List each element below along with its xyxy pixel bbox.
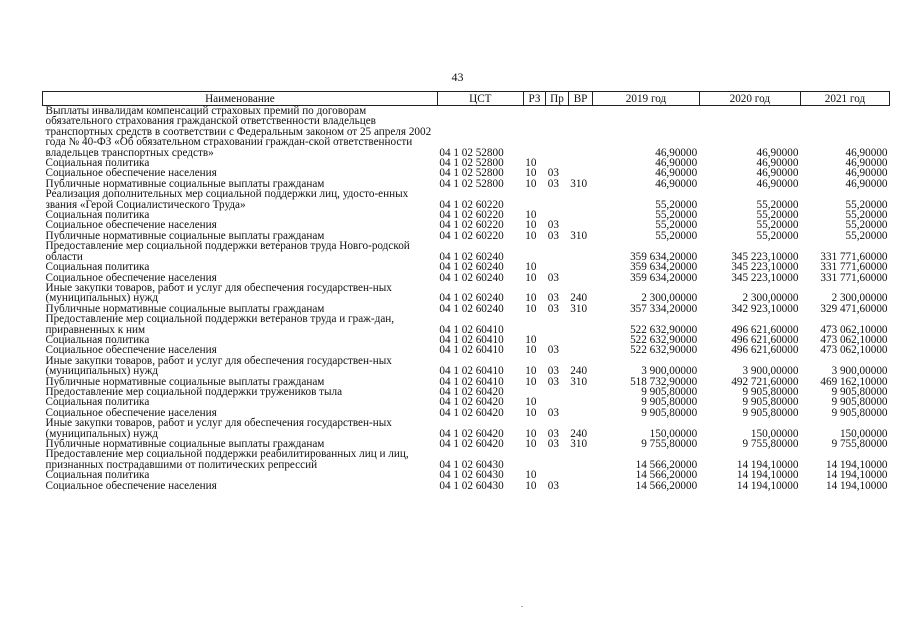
row-2021-cell: 331 771,60000 [820,261,888,274]
row-2020-cell: 55,20000 [756,219,799,232]
row-cst-cell: 04 1 02 60220 [439,229,504,242]
row-2020-cell: 46,90000 [756,167,799,180]
row-2021-cell: 46,90000 [845,177,888,190]
row-vr-cell [568,262,593,272]
row-rz-cell: 10 [525,177,537,190]
row-2020-cell: 46,90000 [756,146,799,159]
row-rz-cell: 10 [525,229,537,242]
row-cst-cell: 04 1 02 60420 [439,385,504,398]
row-2020-cell: 496 621,60000 [731,333,799,346]
row-vr-cell [568,189,593,210]
row-2020-cell: 55,20000 [756,198,799,211]
scan-speck [521,606,523,607]
row-vr-cell [568,397,593,407]
row-2021-cell: 14 194,10000 [825,469,888,482]
row-vr-cell: 310 [570,229,588,242]
row-2020-cell: 46,90000 [756,157,799,170]
row-2020-cell: 345 223,10000 [731,250,799,263]
row-pr-cell [546,387,569,397]
row-name-cell: Социальная политика [45,469,150,482]
table-row [43,283,890,304]
row-rz-cell: 10 [525,219,537,232]
row-vr-cell [568,158,593,168]
row-2019-cell: 518 732,90000 [630,375,698,388]
row-name-cell: Публичные нормативные социальные выплаты гражданам [45,177,325,190]
row-rz-cell [523,189,546,210]
row-vr-cell [568,241,593,262]
row-2021-cell: 55,20000 [845,219,888,232]
row-2020-cell: 14 194,10000 [736,469,799,482]
row-2020-cell: 2 300,00000 [742,292,799,305]
row-2021-cell: 329 471,60000 [820,302,888,315]
row-name-cell: Выплаты инвалидам компенсаций страховых премий по договорам обязательного страхования гражданской ответственности владельцев транспортных средств в соответствии с Федеральным законом от 25 апреля 2002 года № 40-ФЗ «Об обязательном страховании граждан-ской ответственности владельцев транспортных средств» [45,105,432,159]
row-rz-cell: 10 [525,438,537,450]
page-number: 43 [451,70,464,84]
row-cst-cell: 04 1 02 60240 [439,292,504,305]
row-2019-cell: 9 905,80000 [641,406,698,419]
row-pr-cell [546,262,569,272]
row-cst-cell: 04 1 02 52800 [439,157,504,170]
row-cst-cell: 04 1 02 52800 [439,146,504,159]
header-row [43,92,890,106]
row-cst-cell: 04 1 02 60420 [439,427,504,440]
row-cst-cell: 04 1 02 60410 [439,365,504,378]
row-cst-cell: 04 1 02 60410 [439,344,504,357]
row-name-cell: Социальное обеспечение населения [45,219,217,232]
row-vr-cell [568,273,593,283]
row-2020-cell: 150,00000 [750,427,799,440]
row-name-cell: Иные закупки товаров, работ и услуг для обеспечения государствен-ных (муниципальных) нужд [45,354,392,378]
row-2020-cell: 9 905,80000 [742,396,799,409]
row-2021-cell: 3 900,00000 [831,365,888,378]
row-pr-cell: 03 [547,438,559,450]
row-2020-cell: 14 194,10000 [736,479,799,492]
row-rz-cell: 10 [525,292,537,305]
row-pr-cell: 03 [547,302,559,315]
row-cst-cell: 04 1 02 60410 [439,375,504,388]
header-cst: ЦСТ [437,92,523,106]
row-name-cell: Социальная политика [45,157,150,170]
row-vr-cell [568,449,593,470]
row-pr-cell: 03 [547,167,559,180]
row-rz-cell: 10 [525,365,537,378]
row-cst-cell: 04 1 02 60240 [439,302,504,315]
row-cst-cell: 04 1 02 60420 [439,396,504,409]
row-2020-cell: 345 223,10000 [731,261,799,274]
row-vr-cell: 310 [570,438,588,450]
row-2021-cell: 46,90000 [845,167,888,180]
row-2020-cell: 9 905,80000 [742,406,799,419]
row-2019-cell: 55,20000 [655,229,698,242]
table-row [43,262,890,272]
row-2019-cell: 55,20000 [655,198,698,211]
row-rz-cell: 10 [525,375,537,388]
row-2020-cell: 345 223,10000 [731,271,799,284]
row-vr-cell [568,210,593,220]
row-name-cell: Социальная политика [45,261,150,274]
row-pr-cell: 03 [547,375,559,388]
row-vr-cell: 240 [570,292,588,305]
row-vr-cell: 240 [570,427,588,440]
header-2020: 2020 год [699,92,800,106]
row-pr-cell [546,106,569,159]
row-rz-cell: 10 [525,302,537,315]
header-pr: Пр [546,92,569,106]
row-2021-cell: 9 905,80000 [831,396,888,409]
row-2019-cell: 522 632,90000 [630,323,698,336]
row-rz-cell [523,449,546,470]
budget-table [42,91,890,491]
header-name: Наименование [43,92,438,106]
row-name-cell: Публичные нормативные социальные выплаты гражданам [45,438,325,450]
row-cst-cell: 04 1 02 60430 [439,479,504,492]
row-pr-cell: 03 [547,479,559,492]
row-rz-cell: 10 [525,406,537,419]
row-pr-cell: 03 [547,406,559,419]
row-cst-cell: 04 1 02 60240 [439,271,504,284]
row-vr-cell: 310 [570,375,588,388]
row-2021-cell: 14 194,10000 [825,479,888,492]
row-name-cell: Социальное обеспечение населения [45,271,217,284]
row-2019-cell: 46,90000 [655,146,698,159]
row-2021-cell: 9 755,80000 [831,438,888,450]
row-name-cell: Публичные нормативные социальные выплаты гражданам [45,229,325,242]
row-2021-cell: 9 905,80000 [831,385,888,398]
row-2020-cell: 3 900,00000 [742,365,799,378]
row-pr-cell: 03 [547,271,559,284]
row-2020-cell: 46,90000 [756,177,799,190]
row-2019-cell: 359 634,20000 [630,261,698,274]
row-vr-cell [568,335,593,345]
row-2019-cell: 14 566,20000 [635,479,698,492]
row-name-cell: Социальное обеспечение населения [45,479,217,492]
row-2021-cell: 331 771,60000 [820,271,888,284]
row-2020-cell: 342 923,10000 [731,302,799,315]
header-rz: РЗ [523,92,546,106]
row-name-cell: Предоставление мер социальной поддержки ветеранов труда Новго-родской области [45,240,410,263]
row-rz-cell [523,314,546,335]
row-2020-cell: 14 194,10000 [736,458,799,471]
row-pr-cell: 03 [547,344,559,357]
row-2021-cell: 55,20000 [845,209,888,222]
row-vr-cell [568,481,593,491]
row-2021-cell: 473 062,10000 [820,344,888,357]
row-2019-cell: 3 900,00000 [641,365,698,378]
table-body [43,106,890,492]
row-name-cell: Социальная политика [45,209,150,222]
row-2019-cell: 9 905,80000 [641,385,698,398]
row-2020-cell: 9 905,80000 [742,385,799,398]
header-2019: 2019 год [593,92,699,106]
row-name-cell: Публичные нормативные социальные выплаты гражданам [45,302,325,315]
row-2019-cell: 55,20000 [655,209,698,222]
row-cst-cell: 04 1 02 60220 [439,209,504,222]
row-name-cell: Предоставление мер социальной поддержки тружеников тыла [45,385,343,398]
row-pr-cell [546,449,569,470]
row-2019-cell: 359 634,20000 [630,271,698,284]
row-name-cell: Социальная политика [45,396,150,409]
row-2020-cell: 496 621,60000 [731,323,799,336]
table-row [43,241,890,262]
row-pr-cell [546,241,569,262]
row-name-cell: Реализация дополнительных мер социальной поддержки лиц, удосто-енных звания «Герой Социалистического Труда» [45,188,409,211]
row-rz-cell: 10 [525,344,537,357]
row-vr-cell [568,106,593,159]
row-cst-cell: 04 1 02 60420 [439,406,504,419]
row-2019-cell: 522 632,90000 [630,344,698,357]
row-rz-cell: 10 [525,157,537,170]
row-2021-cell: 55,20000 [845,229,888,242]
row-2019-cell: 359 634,20000 [630,250,698,263]
row-name-cell: Социальное обеспечение населения [45,406,217,419]
row-name-cell: Иные закупки товаров, работ и услуг для обеспечения государствен-ных (муниципальных) нужд [45,281,392,305]
row-rz-cell [523,106,546,159]
row-2020-cell: 55,20000 [756,229,799,242]
table-row [43,106,890,159]
row-cst-cell: 04 1 02 60420 [439,438,504,450]
row-2019-cell: 9 905,80000 [641,396,698,409]
row-2019-cell: 357 334,20000 [630,302,698,315]
row-name-cell: Социальное обеспечение населения [45,344,217,357]
row-vr-cell [568,470,593,480]
row-vr-cell [568,408,593,418]
table-row [43,314,890,335]
row-2021-cell: 473 062,10000 [820,333,888,346]
row-2019-cell: 14 566,20000 [635,458,698,471]
row-pr-cell [546,314,569,335]
row-name-cell: Социальное обеспечение населения [45,167,217,180]
row-2021-cell: 46,90000 [845,146,888,159]
row-pr-cell: 03 [547,427,559,440]
row-vr-cell [568,387,593,397]
row-name-cell: Иные закупки товаров, работ и услуг для обеспечения государствен-ных (муниципальных) нужд [45,417,392,440]
header-2021: 2021 год [800,92,889,106]
row-2019-cell: 14 566,20000 [635,469,698,482]
row-2020-cell: 9 755,80000 [742,438,799,450]
row-rz-cell: 10 [525,261,537,274]
table-row [43,189,890,210]
row-pr-cell: 03 [547,219,559,232]
row-2021-cell: 55,20000 [845,198,888,211]
row-2021-cell: 2 300,00000 [831,292,888,305]
row-cst-cell: 04 1 02 60410 [439,323,504,336]
header-vr: ВР [568,92,593,106]
row-vr-cell: 310 [570,177,588,190]
row-rz-cell: 10 [525,427,537,440]
row-vr-cell [568,345,593,355]
row-2019-cell: 46,90000 [655,167,698,180]
row-2021-cell: 331 771,60000 [820,250,888,263]
row-name-cell: Публичные нормативные социальные выплаты гражданам [45,375,325,388]
table-row [43,356,890,377]
row-rz-cell [523,241,546,262]
row-rz-cell: 10 [525,469,537,482]
table-row [43,449,890,470]
row-rz-cell: 10 [525,333,537,346]
row-vr-cell: 240 [570,365,588,378]
row-cst-cell: 04 1 02 52800 [439,177,504,190]
row-pr-cell: 03 [547,365,559,378]
row-cst-cell: 04 1 02 60220 [439,198,504,211]
row-vr-cell [568,314,593,335]
row-2019-cell: 55,20000 [655,219,698,232]
row-cst-cell: 04 1 02 52800 [439,167,504,180]
row-2019-cell: 522 632,90000 [630,333,698,346]
row-2019-cell: 46,90000 [655,157,698,170]
table-row [43,418,890,439]
row-rz-cell: 10 [525,209,537,222]
row-cst-cell: 04 1 02 60240 [439,261,504,274]
row-name-cell: Социальная политика [45,333,150,346]
row-cst-cell: 04 1 02 60240 [439,250,504,263]
row-vr-cell: 310 [570,302,588,315]
row-rz-cell: 10 [525,271,537,284]
row-pr-cell [546,189,569,210]
row-pr-cell: 03 [547,292,559,305]
row-2021-cell: 14 194,10000 [825,458,888,471]
row-2020-cell: 55,20000 [756,209,799,222]
row-pr-cell: 03 [547,177,559,190]
row-cst-cell: 04 1 02 60430 [439,458,504,471]
row-2020-cell: 492 721,60000 [731,375,799,388]
row-2019-cell: 150,00000 [649,427,698,440]
row-2021-cell: 46,90000 [845,157,888,170]
table-row [43,481,890,491]
row-2021-cell: 9 905,80000 [831,406,888,419]
row-2021-cell: 150,00000 [839,427,888,440]
table-header [43,92,890,106]
row-2019-cell: 46,90000 [655,177,698,190]
row-cst-cell: 04 1 02 60220 [439,219,504,232]
row-rz-cell: 10 [525,479,537,492]
row-name-cell: Предоставление мер социальной поддержки ветеранов труда и граж-дан, приравненных к ним [45,313,395,336]
row-cst-cell: 04 1 02 60410 [439,333,504,346]
row-2020-cell: 496 621,60000 [731,344,799,357]
row-2021-cell: 469 162,10000 [820,375,888,388]
row-rz-cell: 10 [525,167,537,180]
row-2019-cell: 9 755,80000 [641,438,698,450]
row-2019-cell: 2 300,00000 [641,292,698,305]
row-name-cell: Предоставление мер социальной поддержки реабилитированных лиц и лиц, признанных пострадавшими от политических репрессий [45,448,409,471]
row-pr-cell: 03 [547,229,559,242]
row-2021-cell: 473 062,10000 [820,323,888,336]
row-cst-cell: 04 1 02 60430 [439,469,504,482]
row-rz-cell: 10 [525,396,537,409]
